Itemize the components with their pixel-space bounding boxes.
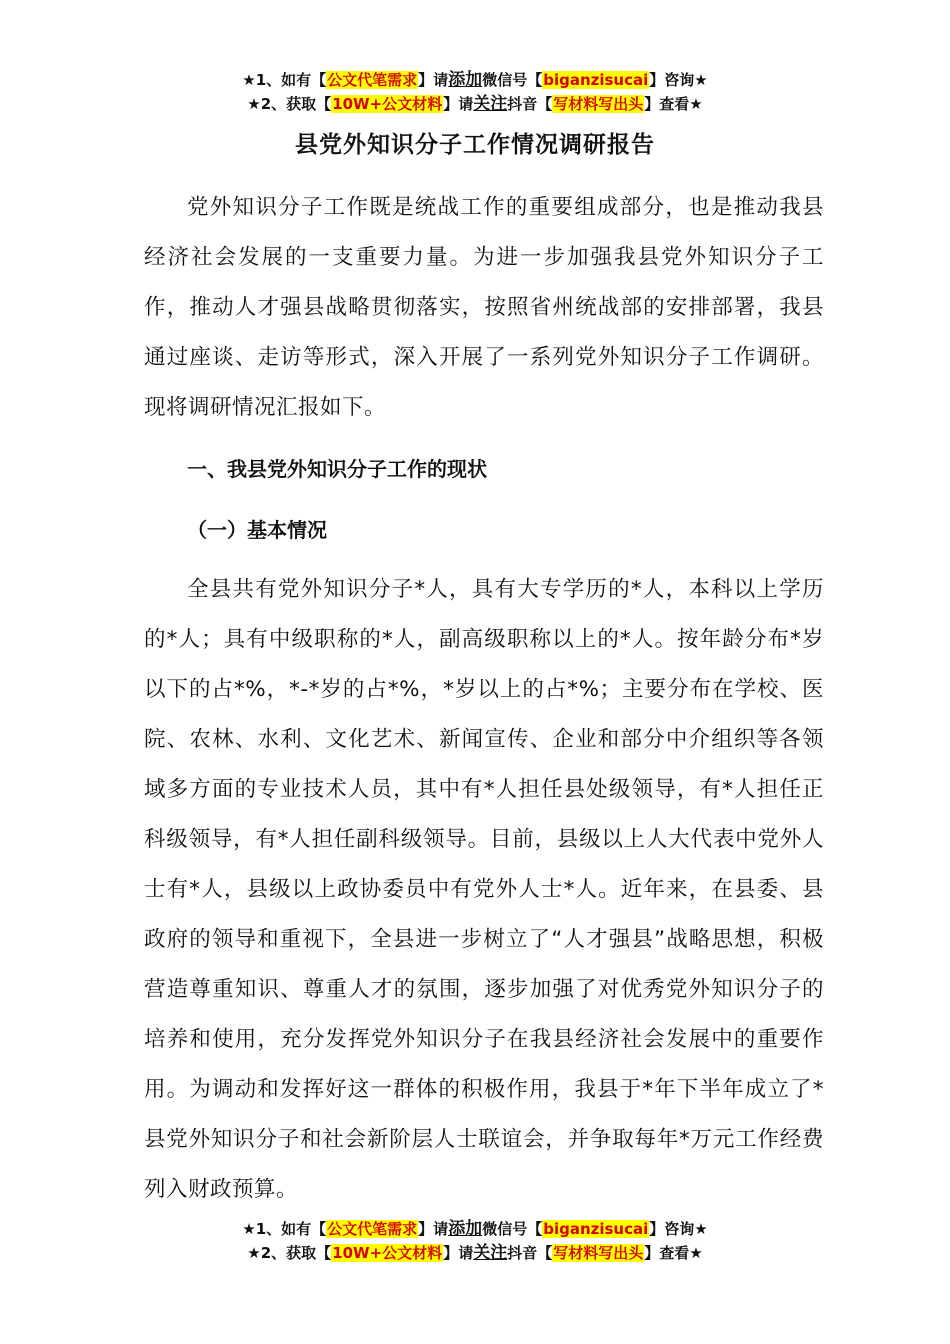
promo-line-2: ★2、获取【10W+公文材料】请关注抖音【写材料写出头】查看★ <box>247 1243 703 1263</box>
section-heading: 一、我县党外知识分子工作的现状 <box>187 457 487 481</box>
promo-highlight-materials: 10W+公文材料 <box>332 95 443 113</box>
document-title: 县党外知识分子工作情况调研报告 <box>295 132 655 158</box>
promo-line-1: ★1、如有【公文代笔需求】请添加微信号【biganzisucai】咨询★ <box>242 1219 708 1239</box>
promo-highlight-wechat: biganzisucai <box>543 1220 649 1238</box>
promo-banner-top <box>0 68 950 116</box>
promo-highlight-materials: 10W+公文材料 <box>332 1244 443 1262</box>
basic-situation-paragraph: 全县共有党外知识分子*人，具有大专学历的*人，本科以上学历的*人；具有中级职称的*人，副高级职称以上的*人。按年龄分布*岁以下的占*%，*-*岁的占*%，*岁以上的占*%；主要分布在学校、医院、农林、水利、文化艺术、新闻宣传、企业和部分中介组织等各领域多方面的专业技术人员，其中有*人担任县处级领导，有*人担任正科级领导，有*人担任副科级领导。目前，县级以上人大代表中党外人士有*人，县级以上政协委员中有党外人士*人。近年来，在县委、县政府的领导和重视下，全县进一步树立了“人才强县”战略思想，积极营造尊重知识、尊重人才的氛围，逐步加强了对优秀党外知识分子的培养和使用，充分发挥党外知识分子在我县经济社会发展中的重要作用。为调动和发挥好这一群体的积极作用，我县于*年下半年成立了*县党外知识分子和社会新阶层人士联谊会，并争取每年*万元工作经费列入财政预算。 <box>144 577 824 1202</box>
subsection-heading: （一）基本情况 <box>187 518 327 542</box>
promo-highlight-douyin: 写材料写出头 <box>553 1244 644 1262</box>
promo-line-2: ★2、获取【10W+公文材料】请关注抖音【写材料写出头】查看★ <box>247 94 703 114</box>
promo-highlight-service: 公文代笔需求 <box>327 1220 418 1238</box>
promo-line-1: ★1、如有【公文代笔需求】请添加微信号【biganzisucai】咨询★ <box>242 70 708 90</box>
promo-banner-bottom <box>0 1217 950 1265</box>
promo-highlight-service: 公文代笔需求 <box>327 71 418 89</box>
promo-highlight-wechat: biganzisucai <box>543 71 649 89</box>
promo-highlight-douyin: 写材料写出头 <box>553 95 644 113</box>
intro-paragraph: 党外知识分子工作既是统战工作的重要组成部分，也是推动我县经济社会发展的一支重要力量。为进一步加强我县党外知识分子工作，推动人才强县战略贯彻落实，按照省州统战部的安排部署，我县通过座谈、走访等形式，深入开展了一系列党外知识分子工作调研。现将调研情况汇报如下。 <box>144 195 824 420</box>
